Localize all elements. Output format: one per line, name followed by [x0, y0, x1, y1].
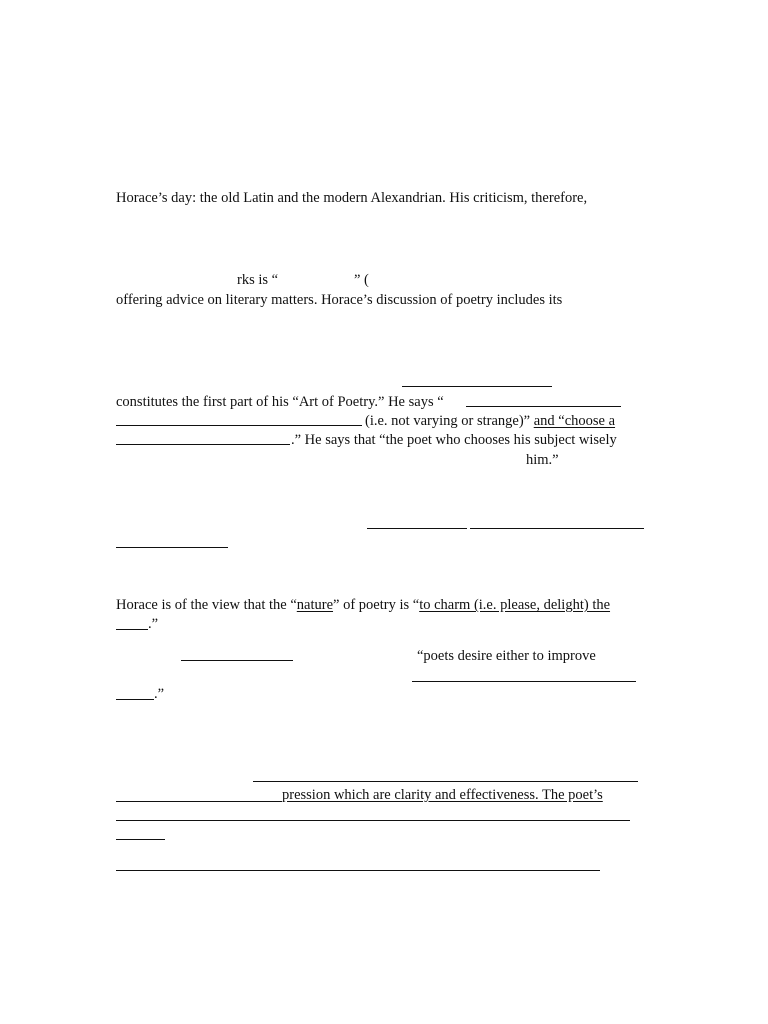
blank-rule	[116, 444, 290, 445]
blank-rule	[116, 820, 630, 821]
blank-rule	[116, 425, 362, 426]
paragraph-4-line-1	[116, 596, 610, 614]
paragraph-4-text-d: to charm (i.e. please, delight) the	[419, 597, 611, 613]
paragraph-4-line-5	[154, 685, 164, 703]
paragraph-5-text-a: pression which are clarity and effectiveness. The poet’s	[282, 787, 603, 803]
blank-rule	[470, 528, 644, 529]
paragraph-2-text-a: rks is “	[237, 272, 279, 288]
paragraph-4-text-e: .”	[148, 616, 159, 632]
blank-rule	[412, 681, 636, 682]
paragraph-5-line-2	[282, 786, 603, 804]
blank-rule	[116, 629, 148, 630]
paragraph-2-fragment-b	[354, 271, 369, 289]
paragraph-2-text-b: ” (	[354, 272, 369, 288]
paragraph-4-text-b: nature	[296, 597, 334, 613]
paragraph-3-text-c: and “choose a	[533, 413, 616, 429]
paragraph-3-text-d: .” He says that “the poet who chooses his subject wisely	[291, 432, 617, 448]
blank-rule	[116, 839, 165, 840]
paragraph-4-line-2	[148, 615, 158, 633]
blank-rule	[253, 781, 638, 782]
blank-rule	[116, 870, 600, 871]
paragraph-3-text-e: him.”	[526, 452, 559, 468]
paragraph-3-text-b: (i.e. not varying or strange)”	[365, 413, 531, 429]
blank-rule	[466, 406, 621, 407]
paragraph-4-text-f: “poets desire either to improve	[417, 648, 596, 664]
paragraph-2-line-2	[116, 291, 562, 309]
paragraph-4-text-c: ” of poetry is “	[333, 597, 420, 613]
paragraph-3-line-1	[116, 393, 444, 411]
paragraph-3-line-3	[291, 431, 617, 449]
paragraph-1-text: Horace’s day: the old Latin and the modern Alexandrian. His criticism, therefore,	[116, 190, 588, 206]
blank-rule	[116, 699, 154, 700]
paragraph-4-line-3	[417, 647, 596, 665]
paragraph-3-line-4	[526, 451, 559, 469]
blank-rule	[116, 801, 282, 802]
paragraph-1-line-1	[116, 189, 587, 207]
paragraph-2-text-c: offering advice on literary matters. Horace’s discussion of poetry includes its	[116, 292, 563, 308]
blank-rule	[116, 547, 228, 548]
blank-rule	[402, 386, 552, 387]
paragraph-3-text-a: constitutes the first part of his “Art of Poetry.” He says “	[116, 394, 444, 410]
paragraph-3-line-2	[365, 412, 615, 430]
blank-rule	[181, 660, 293, 661]
paragraph-4-text-g: .”	[154, 686, 165, 702]
paragraph-2-fragment-a	[237, 271, 278, 289]
blank-rule	[367, 528, 467, 529]
paragraph-4-text-a: Horace is of the view that the “	[116, 597, 297, 613]
